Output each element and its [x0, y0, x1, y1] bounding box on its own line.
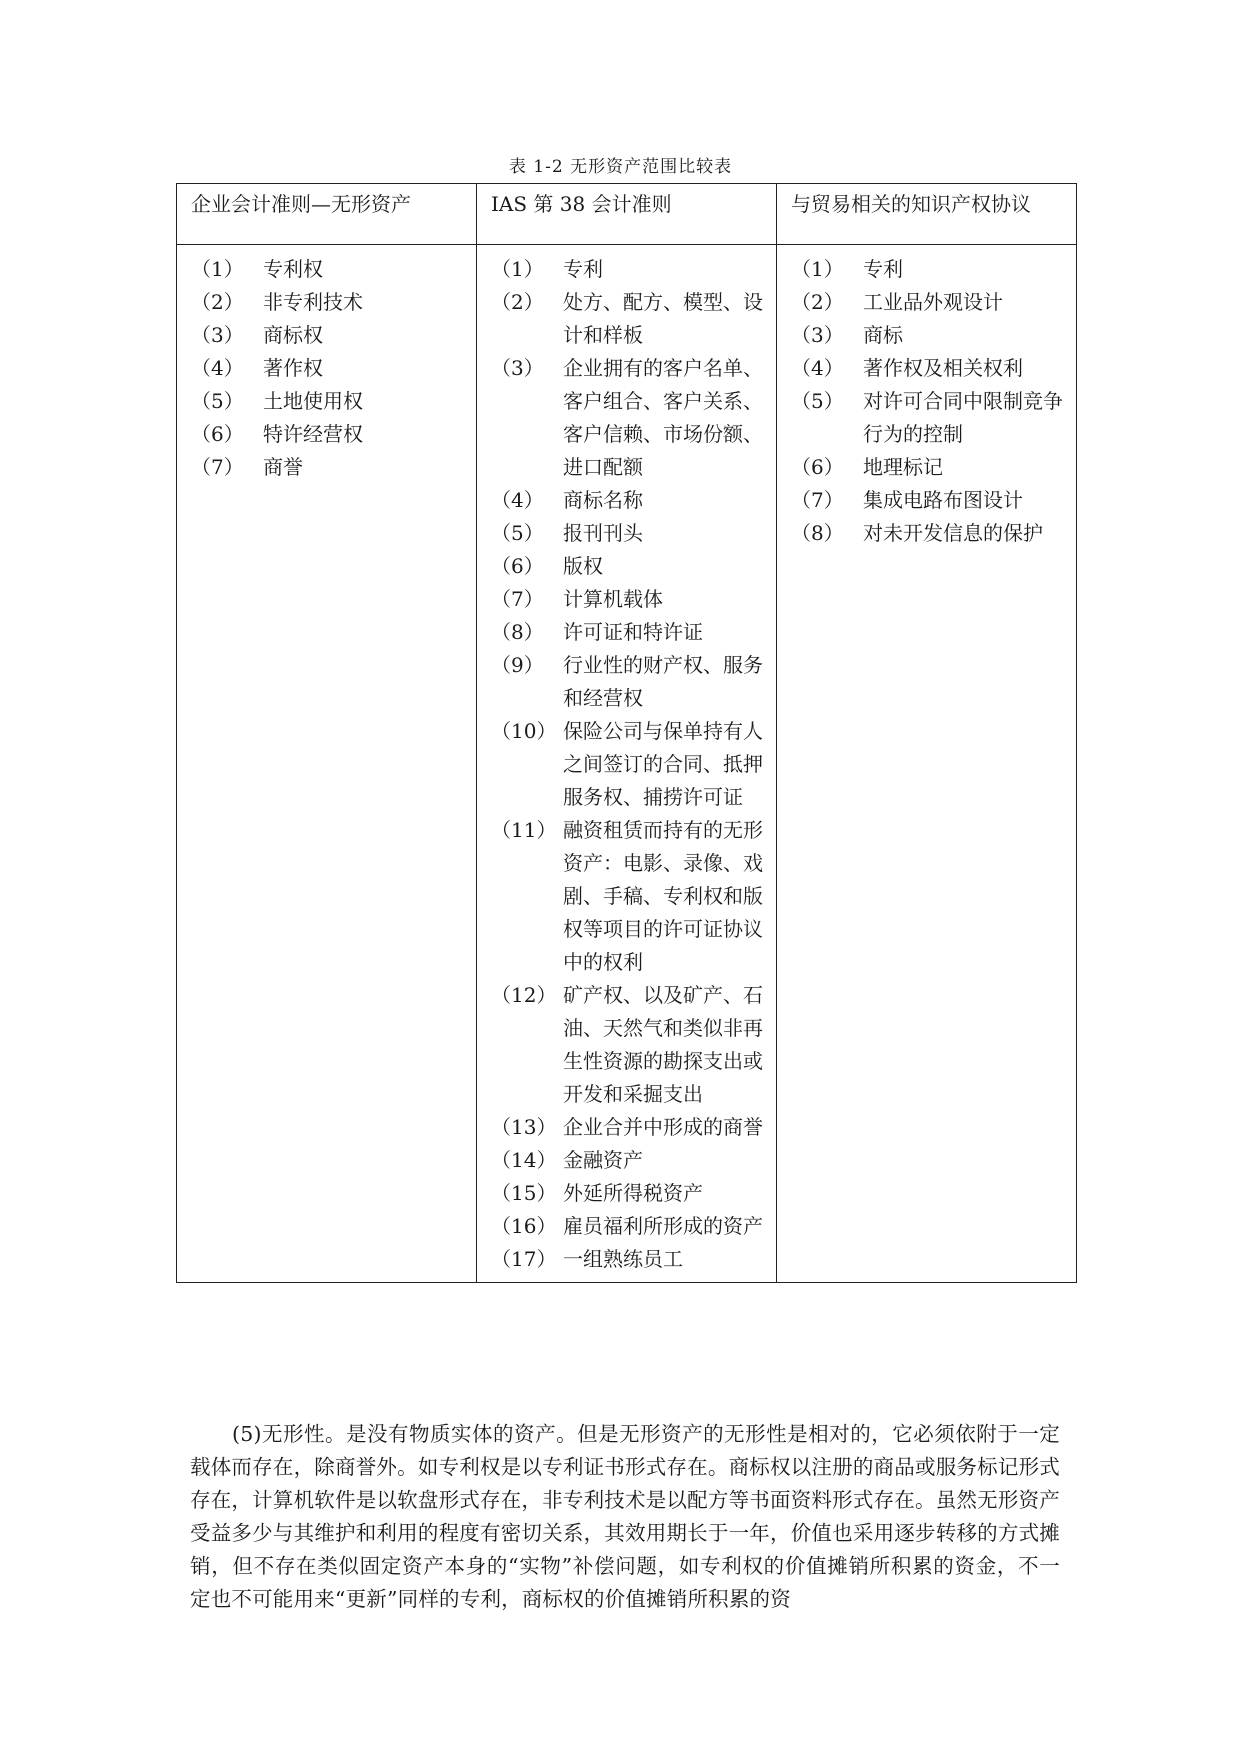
table-caption: 表 1-2 无形资产范围比较表 — [508, 157, 733, 177]
item-number: （17） — [491, 1247, 557, 1271]
list-item — [791, 352, 1068, 385]
item-number: （1） — [491, 257, 544, 281]
item-text: 专利 — [863, 257, 903, 281]
item-text: 报刊刊头 — [563, 521, 643, 545]
item-text: 金融资产 — [563, 1148, 643, 1172]
list-item — [191, 418, 468, 451]
list-item — [491, 286, 768, 352]
item-text: 商标名称 — [563, 488, 643, 512]
item-number: （10） — [491, 719, 557, 743]
item-number: （4） — [491, 488, 544, 512]
item-number: （12） — [491, 983, 557, 1007]
item-number: （6） — [491, 554, 544, 578]
item-number: （13） — [491, 1115, 557, 1139]
item-number: （2） — [191, 290, 244, 314]
item-number: （15） — [491, 1181, 557, 1205]
item-number: （2） — [491, 290, 544, 314]
item-number: （5） — [791, 389, 844, 413]
item-text: 版权 — [563, 554, 603, 578]
list-item — [191, 352, 468, 385]
item-text: 商标 — [863, 323, 903, 347]
item-text: 商标权 — [263, 323, 323, 347]
list-item — [191, 286, 468, 319]
item-number: （5） — [491, 521, 544, 545]
column-header-trips: 与贸易相关的知识产权协议 — [777, 184, 1077, 245]
item-number: （16） — [491, 1214, 557, 1238]
item-number: （1） — [791, 257, 844, 281]
item-number: （3） — [491, 356, 544, 380]
list-item — [491, 715, 768, 814]
item-text: 行业性的财产权、服务和经营权 — [563, 653, 763, 710]
item-text: 雇员福利所形成的资产 — [563, 1214, 763, 1238]
list-item — [491, 550, 768, 583]
list-item — [491, 583, 768, 616]
item-number: （7） — [191, 455, 244, 479]
list-item — [491, 1243, 768, 1276]
list-item — [191, 253, 468, 286]
item-text: 许可证和特许证 — [563, 620, 703, 644]
list-item — [491, 616, 768, 649]
item-number: （4） — [191, 356, 244, 380]
item-number: （6） — [191, 422, 244, 446]
comparison-table — [176, 183, 1077, 1283]
list-item — [491, 979, 768, 1111]
item-text: 矿产权、以及矿产、石油、天然气和类似非再生性资源的勘探支出或开发和采掘支出 — [563, 983, 763, 1106]
item-text: 土地使用权 — [263, 389, 363, 413]
item-number: （11） — [491, 818, 557, 842]
table-header-row — [177, 184, 1077, 245]
item-text: 对未开发信息的保护 — [863, 521, 1043, 545]
body-paragraph: (5)无形性。是没有物质实体的资产。但是无形资产的无形性是相对的，它必须依附于一定载体而存在，除商誉外。如专利权是以专利证书形式存在。商标权以注册的商品或服务标记形式存在，计算机软件是以软盘形式存在，非专利技术是以配方等书面资料形式存在。虽然无形资产受益多少与其维护和利用的程度有密切关系，其效用期长于一年，价值也采用逐步转移的方式摊销，但不存在类似固定资产本身的“实物”补偿问题，如专利权的价值摊销所积累的资金，不一定也不可能用来“更新”同样的专利，商标权的价值摊销所积累的资 — [190, 1422, 1060, 1611]
item-text: 融资租赁而持有的无形资产：电影、录像、戏剧、手稿、专利权和版权等项目的许可证协议中的权利 — [563, 818, 763, 974]
list-item — [191, 385, 468, 418]
item-number: （9） — [491, 653, 544, 677]
item-text: 专利权 — [263, 257, 323, 281]
list-item — [791, 319, 1068, 352]
item-text: 地理标记 — [863, 455, 943, 479]
item-text: 集成电路布图设计 — [863, 488, 1023, 512]
column-cell-cas — [177, 245, 477, 1283]
list-item — [791, 385, 1068, 451]
item-number: （1） — [191, 257, 244, 281]
list-item — [491, 484, 768, 517]
item-text: 计算机载体 — [563, 587, 663, 611]
item-text: 商誉 — [263, 455, 303, 479]
item-text: 著作权及相关权利 — [863, 356, 1023, 380]
item-number: （6） — [791, 455, 844, 479]
item-text: 特许经营权 — [263, 422, 363, 446]
item-number: （7） — [491, 587, 544, 611]
list-item — [491, 1111, 768, 1144]
list-item — [191, 319, 468, 352]
item-number: （5） — [191, 389, 244, 413]
item-text: 一组熟练员工 — [563, 1247, 683, 1271]
list-item — [491, 814, 768, 979]
list-item — [491, 1210, 768, 1243]
list-item — [491, 1177, 768, 1210]
item-number: （7） — [791, 488, 844, 512]
list-item — [191, 451, 468, 484]
item-number: （14） — [491, 1148, 557, 1172]
item-number: （8） — [791, 521, 844, 545]
item-number: （3） — [791, 323, 844, 347]
item-text: 企业拥有的客户名单、客户组合、客户关系、客户信赖、市场份额、进口配额 — [563, 356, 763, 479]
list-item — [491, 649, 768, 715]
list-item — [791, 517, 1068, 550]
item-number: （4） — [791, 356, 844, 380]
column-header-ias38: IAS 第 38 会计准则 — [477, 184, 777, 245]
item-number: （3） — [191, 323, 244, 347]
item-text: 企业合并中形成的商誉 — [563, 1115, 763, 1139]
column-cell-ias38 — [477, 245, 777, 1283]
column-header-cas: 企业会计准则—无形资产 — [177, 184, 477, 245]
item-text: 外延所得税资产 — [563, 1181, 703, 1205]
list-item — [491, 517, 768, 550]
list-item — [791, 253, 1068, 286]
item-text: 保险公司与保单持有人之间签订的合同、抵押服务权、捕捞许可证 — [563, 719, 763, 809]
column-cell-trips — [777, 245, 1077, 1283]
item-text: 非专利技术 — [263, 290, 363, 314]
list-item — [791, 484, 1068, 517]
item-number: （8） — [491, 620, 544, 644]
list-item — [491, 253, 768, 286]
item-text: 专利 — [563, 257, 603, 281]
item-text: 对许可合同中限制竞争行为的控制 — [863, 389, 1063, 446]
list-item — [491, 1144, 768, 1177]
list-item — [791, 286, 1068, 319]
item-text: 著作权 — [263, 356, 323, 380]
item-text: 工业品外观设计 — [863, 290, 1003, 314]
item-number: （2） — [791, 290, 844, 314]
list-item — [791, 451, 1068, 484]
list-item — [491, 352, 768, 484]
table-body-row — [177, 245, 1077, 1283]
item-text: 处方、配方、模型、设计和样板 — [563, 290, 763, 347]
